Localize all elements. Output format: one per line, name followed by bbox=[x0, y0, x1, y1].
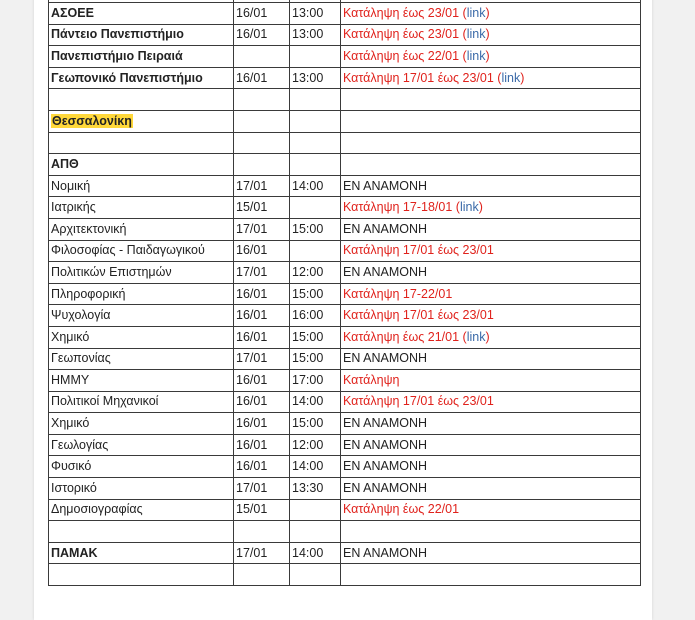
table-row bbox=[49, 434, 641, 456]
paren-open: ( bbox=[452, 200, 460, 215]
date-cell: 16/01 bbox=[234, 413, 290, 435]
name-cell bbox=[49, 521, 234, 543]
status-text: ΕΝ ΑΝΑΜΟΝΗ bbox=[343, 351, 428, 366]
table-row bbox=[49, 154, 641, 176]
time-cell bbox=[290, 132, 341, 154]
paren-close: ) bbox=[485, 27, 490, 42]
paren-open: ( bbox=[459, 5, 467, 20]
time-cell: 13:00 bbox=[290, 3, 341, 25]
table-row bbox=[49, 262, 641, 284]
name-cell: Ιστορικό bbox=[49, 478, 234, 500]
name-cell: Πανεπιστήμιο Πειραιά bbox=[49, 46, 234, 68]
status-text: Κατάληψη 17-22/01 bbox=[343, 286, 453, 301]
source-link[interactable]: link bbox=[466, 48, 486, 63]
name-cell bbox=[49, 564, 234, 586]
status-cell bbox=[341, 326, 641, 348]
date-cell: 16/01 bbox=[234, 24, 290, 46]
table-row bbox=[49, 175, 641, 197]
date-cell: 15/01 bbox=[234, 499, 290, 521]
date-cell: 15/01 bbox=[234, 197, 290, 219]
status-cell bbox=[341, 478, 641, 500]
date-cell bbox=[234, 110, 290, 132]
time-cell bbox=[290, 499, 341, 521]
time-cell: 15:00 bbox=[290, 348, 341, 370]
source-link[interactable]: link bbox=[466, 329, 486, 344]
status-cell bbox=[341, 542, 641, 564]
status-cell bbox=[341, 132, 641, 154]
status-cell bbox=[341, 305, 641, 327]
name-cell: Γεωλογίας bbox=[49, 434, 234, 456]
source-link[interactable]: link bbox=[466, 5, 486, 20]
status-cell bbox=[341, 370, 641, 392]
name-cell: Φυσικό bbox=[49, 456, 234, 478]
paren-close: ) bbox=[485, 48, 490, 63]
status-cell bbox=[341, 521, 641, 543]
date-cell bbox=[234, 564, 290, 586]
status-text: ΕΝ ΑΝΑΜΟΝΗ bbox=[343, 416, 428, 431]
document-page bbox=[34, 0, 652, 620]
status-cell bbox=[341, 197, 641, 219]
status-cell bbox=[341, 499, 641, 521]
table-row bbox=[49, 3, 641, 25]
paren-open: ( bbox=[459, 329, 467, 344]
name-cell: Αρχιτεκτονική bbox=[49, 218, 234, 240]
time-cell bbox=[290, 521, 341, 543]
time-cell: 14:00 bbox=[290, 175, 341, 197]
name-cell bbox=[49, 110, 234, 132]
status-cell bbox=[341, 175, 641, 197]
time-cell: 13:00 bbox=[290, 67, 341, 89]
status-text: Κατάληψη έως 22/01 bbox=[343, 48, 460, 63]
table-row bbox=[49, 391, 641, 413]
name-cell: Πάντειο Πανεπιστήμιο bbox=[49, 24, 234, 46]
name-cell: Πολιτικών Επιστημών bbox=[49, 262, 234, 284]
status-cell bbox=[341, 456, 641, 478]
time-cell: 15:00 bbox=[290, 218, 341, 240]
table-row bbox=[49, 67, 641, 89]
table-row bbox=[49, 240, 641, 262]
status-cell bbox=[341, 3, 641, 25]
date-cell: 16/01 bbox=[234, 3, 290, 25]
time-cell: 15:00 bbox=[290, 283, 341, 305]
time-cell: 13:00 bbox=[290, 24, 341, 46]
status-text: Κατάληψη 17/01 έως 23/01 bbox=[343, 308, 494, 323]
time-cell bbox=[290, 197, 341, 219]
source-link[interactable]: link bbox=[501, 70, 521, 85]
date-cell: 16/01 bbox=[234, 240, 290, 262]
table-row bbox=[49, 478, 641, 500]
time-cell: 12:00 bbox=[290, 262, 341, 284]
date-cell bbox=[234, 132, 290, 154]
date-cell: 17/01 bbox=[234, 218, 290, 240]
date-cell: 17/01 bbox=[234, 262, 290, 284]
status-cell bbox=[341, 564, 641, 586]
time-cell: 13:30 bbox=[290, 478, 341, 500]
status-cell bbox=[341, 24, 641, 46]
name-cell: ΠΑΜΑΚ bbox=[49, 542, 234, 564]
spacer-row bbox=[49, 521, 641, 543]
status-text: Κατάληψη έως 23/01 bbox=[343, 27, 460, 42]
status-cell bbox=[341, 348, 641, 370]
date-cell: 16/01 bbox=[234, 391, 290, 413]
spacer-row bbox=[49, 132, 641, 154]
name-cell: Ψυχολογία bbox=[49, 305, 234, 327]
date-cell: 16/01 bbox=[234, 456, 290, 478]
date-cell: 17/01 bbox=[234, 542, 290, 564]
university-status-table bbox=[48, 0, 641, 586]
status-text: ΕΝ ΑΝΑΜΟΝΗ bbox=[343, 221, 428, 236]
name-cell: ΗΜΜΥ bbox=[49, 370, 234, 392]
status-text: Κατάληψη 17/01 έως 23/01 bbox=[343, 243, 494, 258]
time-cell bbox=[290, 89, 341, 111]
paren-open: ( bbox=[493, 70, 502, 85]
table-row bbox=[49, 305, 641, 327]
status-text: ΕΝ ΑΝΑΜΟΝΗ bbox=[343, 264, 428, 279]
paren-close: ) bbox=[485, 329, 490, 344]
status-cell bbox=[341, 434, 641, 456]
date-cell: 17/01 bbox=[234, 175, 290, 197]
paren-close: ) bbox=[520, 70, 525, 85]
status-cell bbox=[341, 89, 641, 111]
time-cell: 14:00 bbox=[290, 391, 341, 413]
spacer-row bbox=[49, 564, 641, 586]
status-text: Κατάληψη 17-18/01 bbox=[343, 200, 453, 215]
table-row bbox=[49, 24, 641, 46]
paren-close: ) bbox=[478, 200, 483, 215]
paren-open: ( bbox=[459, 48, 467, 63]
status-text: Κατάληψη έως 23/01 bbox=[343, 5, 460, 20]
name-cell: ΑΠΘ bbox=[49, 154, 234, 176]
status-cell bbox=[341, 262, 641, 284]
name-cell: Πολιτικοί Μηχανικοί bbox=[49, 391, 234, 413]
name-cell: Γεωπονίας bbox=[49, 348, 234, 370]
table-body bbox=[49, 0, 641, 586]
status-cell bbox=[341, 391, 641, 413]
status-text: Κατάληψη έως 21/01 bbox=[343, 329, 460, 344]
status-cell bbox=[341, 67, 641, 89]
table-row bbox=[49, 46, 641, 68]
status-cell bbox=[341, 110, 641, 132]
time-cell: 15:00 bbox=[290, 413, 341, 435]
status-cell bbox=[341, 240, 641, 262]
time-cell bbox=[290, 564, 341, 586]
name-cell bbox=[49, 132, 234, 154]
date-cell: 16/01 bbox=[234, 370, 290, 392]
time-cell: 12:00 bbox=[290, 434, 341, 456]
table-row bbox=[49, 413, 641, 435]
city-header-row bbox=[49, 110, 641, 132]
time-cell: 16:00 bbox=[290, 305, 341, 327]
time-cell bbox=[290, 110, 341, 132]
table-row bbox=[49, 326, 641, 348]
date-cell: 17/01 bbox=[234, 478, 290, 500]
status-cell bbox=[341, 413, 641, 435]
paren-open: ( bbox=[459, 27, 467, 42]
table-row bbox=[49, 542, 641, 564]
table-row bbox=[49, 456, 641, 478]
name-cell: Χημικό bbox=[49, 413, 234, 435]
source-link[interactable]: link bbox=[459, 200, 479, 215]
date-cell bbox=[234, 521, 290, 543]
table-row bbox=[49, 370, 641, 392]
date-cell: 16/01 bbox=[234, 434, 290, 456]
status-cell bbox=[341, 46, 641, 68]
date-cell: 16/01 bbox=[234, 305, 290, 327]
time-cell bbox=[290, 240, 341, 262]
status-text: ΕΝ ΑΝΑΜΟΝΗ bbox=[343, 480, 428, 495]
date-cell: 17/01 bbox=[234, 348, 290, 370]
status-text: Κατάληψη 17/01 έως 23/01 bbox=[343, 394, 494, 409]
date-cell bbox=[234, 89, 290, 111]
status-text: ΕΝ ΑΝΑΜΟΝΗ bbox=[343, 545, 428, 560]
table-row bbox=[49, 218, 641, 240]
date-cell bbox=[234, 46, 290, 68]
spacer-row bbox=[49, 89, 641, 111]
status-text: Κατάληψη 17/01 έως 23/01 bbox=[343, 70, 494, 85]
time-cell: 15:00 bbox=[290, 326, 341, 348]
status-text: ΕΝ ΑΝΑΜΟΝΗ bbox=[343, 459, 428, 474]
status-text: Κατάληψη έως 22/01 bbox=[343, 502, 460, 517]
status-cell bbox=[341, 218, 641, 240]
date-cell: 16/01 bbox=[234, 283, 290, 305]
time-cell: 14:00 bbox=[290, 542, 341, 564]
name-cell: Χημικό bbox=[49, 326, 234, 348]
time-cell bbox=[290, 46, 341, 68]
name-cell: Γεωπονικό Πανεπιστήμιο bbox=[49, 67, 234, 89]
source-link[interactable]: link bbox=[466, 27, 486, 42]
name-cell: Δημοσιογραφίας bbox=[49, 499, 234, 521]
name-cell: Πληροφορική bbox=[49, 283, 234, 305]
date-cell bbox=[234, 154, 290, 176]
city-highlight-label: Θεσσαλονίκη bbox=[52, 113, 132, 128]
name-cell: Ιατρικής bbox=[49, 197, 234, 219]
name-cell: Νομική bbox=[49, 175, 234, 197]
table-row bbox=[49, 348, 641, 370]
status-text: Κατάληψη bbox=[343, 372, 400, 387]
table-row bbox=[49, 499, 641, 521]
time-cell: 17:00 bbox=[290, 370, 341, 392]
paren-close: ) bbox=[485, 5, 490, 20]
name-cell: Φιλοσοφίας - Παιδαγωγικού bbox=[49, 240, 234, 262]
date-cell: 16/01 bbox=[234, 67, 290, 89]
name-cell: ΑΣΟΕΕ bbox=[49, 3, 234, 25]
status-text: ΕΝ ΑΝΑΜΟΝΗ bbox=[343, 178, 428, 193]
time-cell: 14:00 bbox=[290, 456, 341, 478]
status-text: ΕΝ ΑΝΑΜΟΝΗ bbox=[343, 437, 428, 452]
status-cell bbox=[341, 154, 641, 176]
name-cell bbox=[49, 89, 234, 111]
table-row bbox=[49, 197, 641, 219]
status-cell bbox=[341, 283, 641, 305]
table-row bbox=[49, 283, 641, 305]
date-cell: 16/01 bbox=[234, 326, 290, 348]
time-cell bbox=[290, 154, 341, 176]
